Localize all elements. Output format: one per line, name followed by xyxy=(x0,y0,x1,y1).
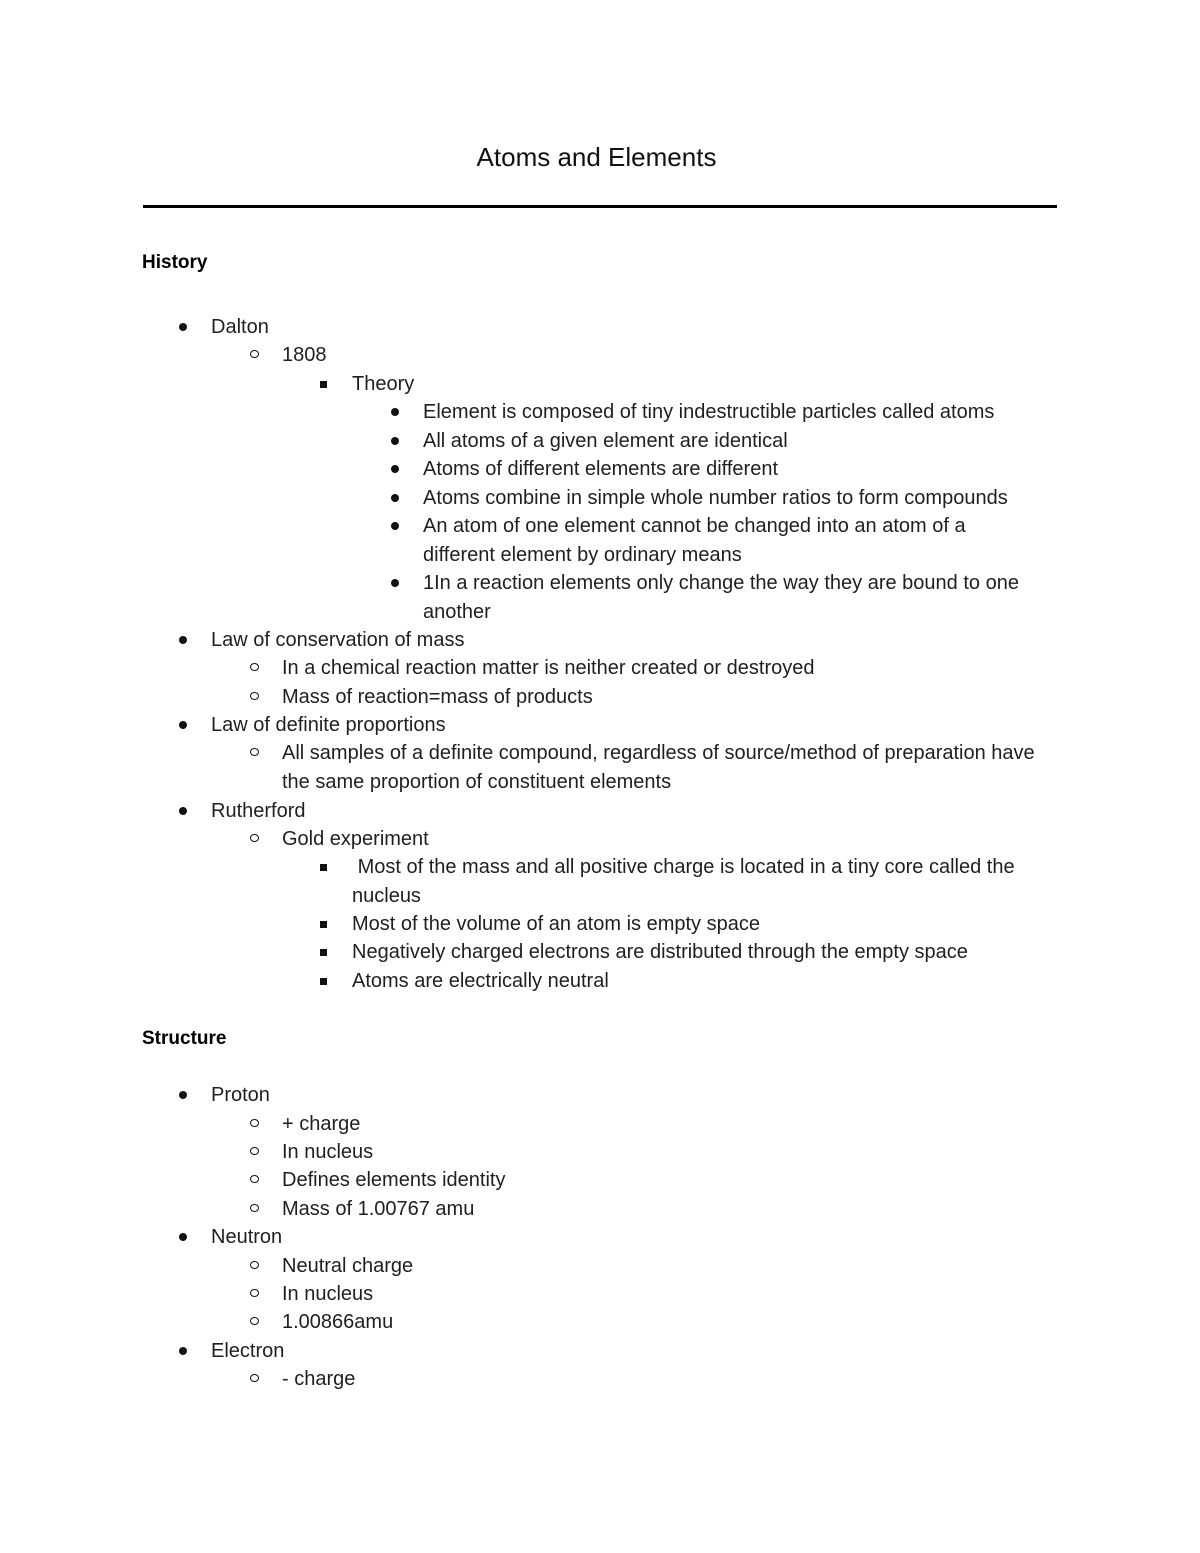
bullet-disc-icon xyxy=(179,323,187,331)
section-heading-history: History xyxy=(142,252,208,273)
list-item-rutherford-point: Atoms are electrically neutral xyxy=(352,967,1052,996)
bullet-circle-icon xyxy=(250,1147,259,1155)
bullet-square-icon xyxy=(320,864,327,871)
list-item-dalton-year: 1808 xyxy=(282,341,327,370)
bullet-circle-icon xyxy=(250,834,259,842)
list-item-neutron-point: In nucleus xyxy=(282,1280,373,1309)
list-item-conservation-point: In a chemical reaction matter is neither created or destroyed xyxy=(282,654,1062,683)
bullet-square-icon xyxy=(320,921,327,928)
list-item-theory-point: Atoms of different elements are different xyxy=(423,455,1063,484)
bullet-disc-icon xyxy=(179,636,187,644)
bullet-circle-icon xyxy=(250,1204,259,1212)
bullet-disc-icon xyxy=(391,579,399,587)
bullet-disc-icon xyxy=(391,494,399,502)
title-divider xyxy=(143,205,1057,208)
bullet-circle-icon xyxy=(250,692,259,700)
list-item-conservation: Law of conservation of mass xyxy=(211,626,464,655)
bullet-disc-icon xyxy=(179,721,187,729)
bullet-disc-icon xyxy=(391,522,399,530)
list-item-definite: Law of definite proportions xyxy=(211,711,446,740)
list-item-neutron: Neutron xyxy=(211,1223,282,1252)
bullet-circle-icon xyxy=(250,1317,259,1325)
list-item-theory-point: Atoms combine in simple whole number ratios to form compounds xyxy=(423,484,1063,513)
section-heading-structure: Structure xyxy=(142,1028,227,1049)
bullet-disc-icon xyxy=(179,807,187,815)
list-item-dalton-theory: Theory xyxy=(352,370,414,399)
list-item-dalton: Dalton xyxy=(211,313,269,342)
bullet-circle-icon xyxy=(250,1261,259,1269)
list-item-proton-point: + charge xyxy=(282,1110,360,1139)
list-item-theory-point: 1In a reaction elements only change the way they are bound to one another xyxy=(423,569,1043,626)
bullet-disc-icon xyxy=(391,437,399,445)
list-item-rutherford-point: Most of the mass and all positive charge is located in a tiny core called the nucleus xyxy=(352,853,1042,910)
bullet-disc-icon xyxy=(179,1347,187,1355)
list-item-electron-point: - charge xyxy=(282,1365,355,1394)
bullet-circle-icon xyxy=(250,1374,259,1382)
bullet-square-icon xyxy=(320,978,327,985)
bullet-disc-icon xyxy=(391,465,399,473)
list-item-theory-point: Element is composed of tiny indestructible particles called atoms xyxy=(423,398,1063,427)
list-item-proton-point: Mass of 1.00767 amu xyxy=(282,1195,474,1224)
bullet-circle-icon xyxy=(250,748,259,756)
list-item-rutherford-point: Negatively charged electrons are distributed through the empty space xyxy=(352,938,1052,967)
list-item-neutron-point: Neutral charge xyxy=(282,1252,413,1281)
list-item-definite-point: All samples of a definite compound, regardless of source/method of preparation have the same proportion of constituent elements xyxy=(282,739,1057,796)
bullet-circle-icon xyxy=(250,1175,259,1183)
list-item-proton-point: Defines elements identity xyxy=(282,1166,505,1195)
list-item-conservation-point: Mass of reaction=mass of products xyxy=(282,683,1062,712)
list-item-rutherford-experiment: Gold experiment xyxy=(282,825,429,854)
list-item-rutherford: Rutherford xyxy=(211,797,306,826)
bullet-circle-icon xyxy=(250,350,259,358)
bullet-square-icon xyxy=(320,381,327,388)
bullet-circle-icon xyxy=(250,1289,259,1297)
list-item-proton: Proton xyxy=(211,1081,270,1110)
bullet-disc-icon xyxy=(179,1091,187,1099)
bullet-circle-icon xyxy=(250,1119,259,1127)
bullet-disc-icon xyxy=(179,1233,187,1241)
list-item-theory-point: All atoms of a given element are identical xyxy=(423,427,1063,456)
list-item-theory-point: An atom of one element cannot be changed into an atom of a different element by ordinary means xyxy=(423,512,1023,569)
list-item-neutron-point: 1.00866amu xyxy=(282,1308,393,1337)
bullet-square-icon xyxy=(320,949,327,956)
list-item-proton-point: In nucleus xyxy=(282,1138,373,1167)
list-item-rutherford-point: Most of the volume of an atom is empty space xyxy=(352,910,1052,939)
bullet-disc-icon xyxy=(391,408,399,416)
bullet-circle-icon xyxy=(250,663,259,671)
list-item-electron: Electron xyxy=(211,1337,284,1366)
document-title: Atoms and Elements xyxy=(476,142,717,172)
